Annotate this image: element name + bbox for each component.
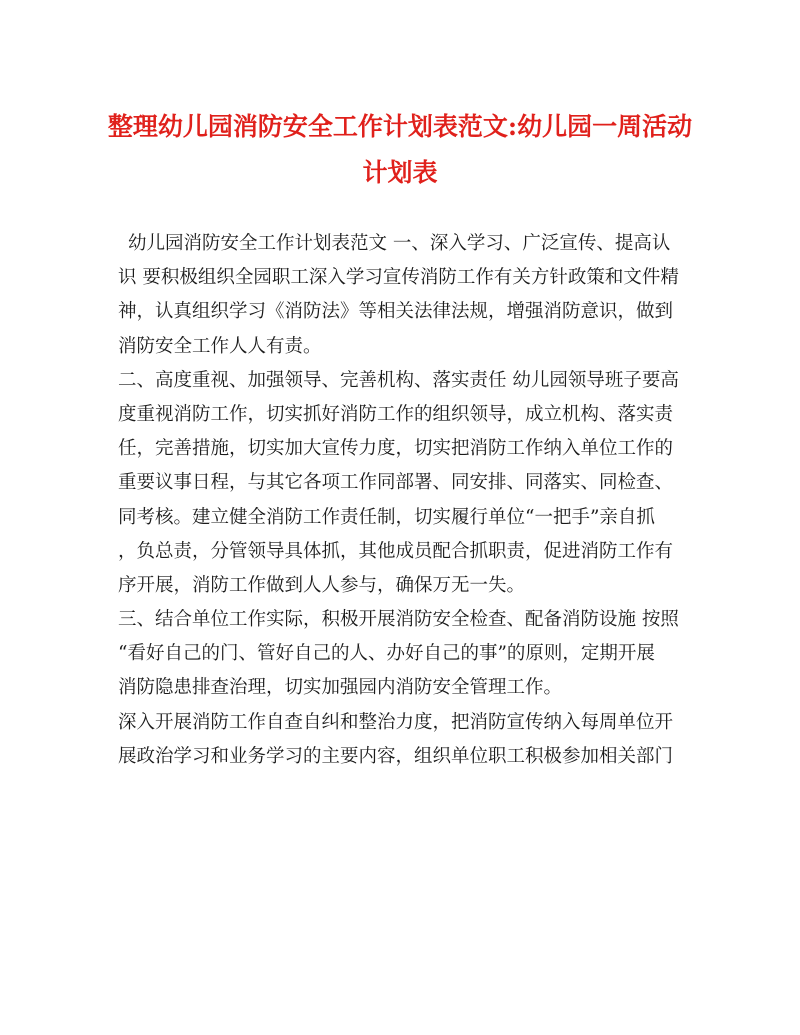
body-line: 神，认真组织学习《消防法》等相关法律法规，增强消防意识，做到: [118, 301, 674, 323]
body-line: “看好自己的门、管好自己的人、办好自己的事”的原则，定期开展: [118, 643, 655, 665]
body-line: 消防安全工作人人有责。: [118, 335, 322, 357]
body-line: 二、高度重视、加强领导、完善机构、落实责任 幼儿园领导班子要高: [118, 369, 679, 391]
body-line: 深入开展消防工作自查自纠和整治力度，把消防宣传纳入每周单位开: [118, 711, 674, 733]
body-line: 识 要积极组织全园职工深入学习宣传消防工作有关方针政策和文件精: [118, 267, 679, 289]
body-line: 幼儿园消防安全工作计划表范文 一、深入学习、广泛宣传、提高认: [128, 233, 671, 254]
body-line: 重要议事日程，与其它各项工作同部署、同安排、同落实、同检查、: [118, 472, 674, 494]
body-line: 消防隐患排查治理，切实加强园内消防安全管理工作。: [118, 677, 563, 699]
body-line: 三、结合单位工作实际，积极开展消防安全检查、配备消防设施 按照: [118, 609, 679, 631]
document-title: [100, 104, 700, 196]
body-line: ，负总责，分管领导具体抓，其他成员配合抓职责，促进消防工作有: [118, 540, 674, 562]
body-line: 任，完善措施，切实加大宣传力度，切实把消防工作纳入单位工作的: [118, 438, 674, 460]
body-line: 序开展，消防工作做到人人参与，确保万无一失。: [118, 574, 526, 596]
body-line: 展政治学习和业务学习的主要内容，组织单位职工积极参加相关部门: [118, 745, 674, 767]
title-line-2: 计划表: [362, 158, 438, 187]
body-line: 度重视消防工作，切实抓好消防工作的组织领导，成立机构、落实责: [118, 403, 674, 425]
body-line: 同考核。建立健全消防工作责任制，切实履行单位“一把手”亲自抓: [118, 506, 655, 528]
title-line-1: 整理幼儿园消防安全工作计划表范文:幼儿园一周活动: [107, 112, 693, 141]
document-body: [118, 227, 688, 774]
